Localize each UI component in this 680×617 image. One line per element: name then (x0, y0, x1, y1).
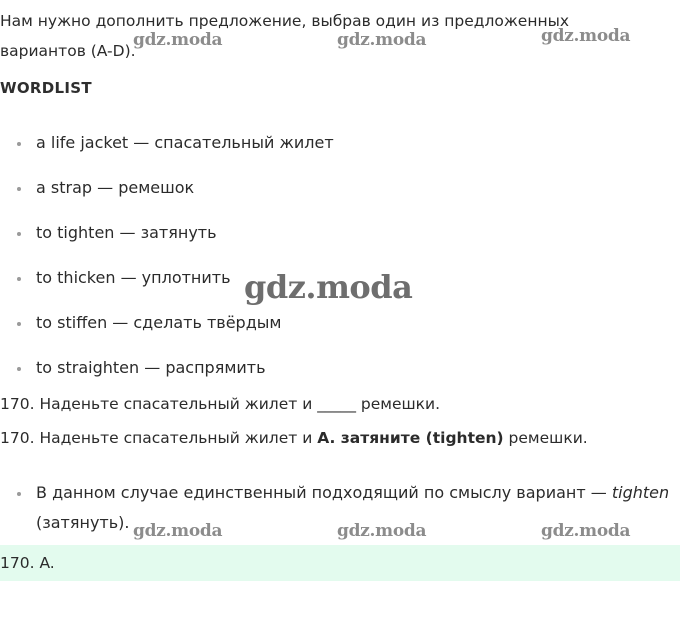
filled-after: ремешки. (503, 429, 588, 447)
bullet-icon (17, 492, 21, 496)
bullet-icon (17, 142, 21, 146)
wordlist-entry: a strap — ремешок (36, 178, 195, 197)
wordlist-entry: to stiffen — сделать твёрдым (36, 313, 282, 332)
bullet-icon (17, 232, 21, 236)
wordlist-entry: to tighten — затянуть (36, 223, 217, 242)
wordlist-entry: to straighten — распрямить (36, 358, 266, 377)
watermark: gdz.moda (541, 26, 631, 46)
wordlist-heading: WORDLIST (0, 79, 92, 97)
watermark: gdz.moda (541, 521, 631, 541)
filled-answer: A. затяните (tighten) (317, 429, 504, 447)
watermark: gdz.moda (133, 30, 223, 50)
explanation-tail: (затянуть). (36, 513, 130, 532)
bullet-icon (17, 277, 21, 281)
watermark: gdz.moda (133, 521, 223, 541)
list-item (0, 218, 334, 263)
answer-text: 170. A. (0, 554, 55, 572)
watermark: gdz.moda (244, 268, 413, 306)
bullet-icon (17, 187, 21, 191)
wordlist-entry: a life jacket — спасательный жилет (36, 133, 334, 152)
bullet-icon (17, 367, 21, 371)
answer-box (0, 545, 680, 581)
question-sentence: 170. Наденьте спасательный жилет и _____ ремешки. (0, 395, 441, 413)
watermark: gdz.moda (337, 30, 427, 50)
explanation-main: В данном случае единственный подходящий по смыслу вариант — (36, 483, 612, 502)
explanation-term: tighten (611, 483, 670, 502)
wordlist (0, 128, 334, 398)
list-item (0, 308, 334, 353)
filled-before: 170. Наденьте спасательный жилет и (0, 429, 318, 447)
bullet-icon (17, 322, 21, 326)
wordlist-entry: to thicken — уплотнить (36, 268, 231, 287)
filled-sentence (0, 423, 588, 453)
list-item (0, 128, 334, 173)
watermark: gdz.moda (337, 521, 427, 541)
intro-text: Нам нужно дополнить предложение, выбрав один из предложенных вариантов (A-D). (0, 12, 570, 60)
list-item (0, 173, 334, 218)
